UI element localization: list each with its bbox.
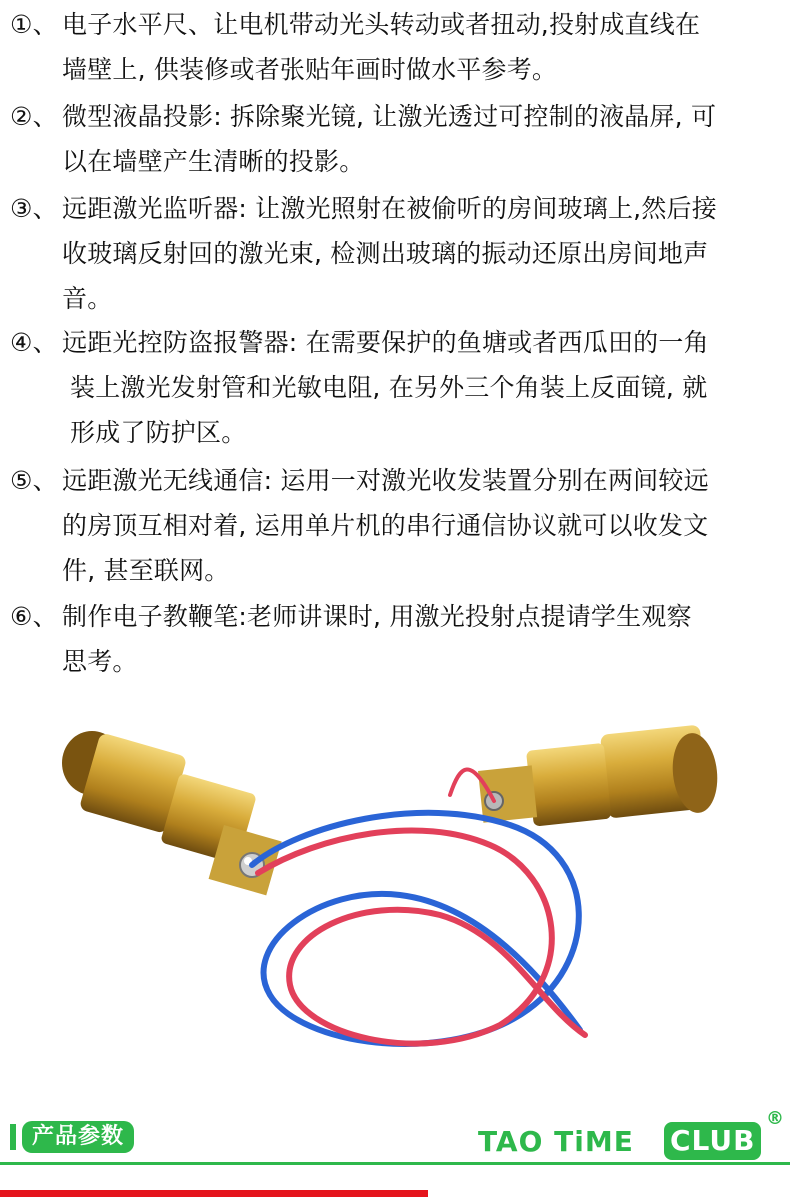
item-line: 墙壁上, 供装修或者张贴年画时做水平参考。	[62, 55, 558, 84]
item-line: 思考。	[62, 647, 138, 676]
item-marker: ③、	[10, 194, 58, 223]
item-line: 远距激光监听器: 让激光照射在被偷听的房间玻璃上,然后接	[62, 194, 717, 223]
list-item	[0, 94, 790, 184]
brand-club-badge: CLUB	[664, 1122, 761, 1160]
list-item	[0, 320, 790, 455]
item-line: 收玻璃反射回的激光束, 检测出玻璃的振动还原出房间地声	[62, 239, 709, 268]
item-marker: ④、	[10, 328, 58, 357]
item-line: 形成了防护区。	[70, 418, 247, 447]
green-divider	[0, 1162, 790, 1165]
item-marker: ⑥、	[10, 602, 58, 631]
item-line: 远距光控防盗报警器: 在需要保护的鱼塘或者西瓜田的一角	[62, 328, 709, 357]
item-line: 音。	[62, 284, 113, 313]
item-line: 电子水平尺、让电机带动光头转动或者扭动,投射成直线在	[62, 10, 701, 39]
red-divider	[0, 1190, 428, 1197]
item-line: 件, 甚至联网。	[62, 556, 230, 585]
product-photo	[40, 715, 760, 1095]
list-item	[0, 2, 790, 92]
brand-text: TAO TiME	[478, 1125, 634, 1158]
list-item	[0, 458, 790, 593]
section-label: 产品参数	[22, 1121, 134, 1153]
item-marker: ①、	[10, 10, 58, 39]
registered-mark: ®	[766, 1108, 784, 1129]
list-item	[0, 186, 790, 321]
item-line: 远距激光无线通信: 运用一对激光收发装置分别在两间较远	[62, 466, 709, 495]
list-item	[0, 594, 790, 684]
item-marker: ⑤、	[10, 466, 58, 495]
item-line: 装上激光发射管和光敏电阻, 在另外三个角装上反面镜, 就	[70, 373, 708, 402]
item-line: 微型液晶投影: 拆除聚光镜, 让激光透过可控制的液晶屏, 可	[62, 102, 717, 131]
section-marker-bar	[10, 1124, 16, 1150]
item-line: 以在墙壁产生清晰的投影。	[62, 147, 365, 176]
right-laser-module	[478, 725, 721, 827]
item-marker: ②、	[10, 102, 58, 131]
item-line: 的房顶互相对着, 运用单片机的串行通信协议就可以收发文	[62, 511, 709, 540]
left-laser-module	[62, 731, 282, 895]
item-line: 制作电子教鞭笔:老师讲课时, 用激光投射点提请学生观察	[62, 602, 692, 631]
